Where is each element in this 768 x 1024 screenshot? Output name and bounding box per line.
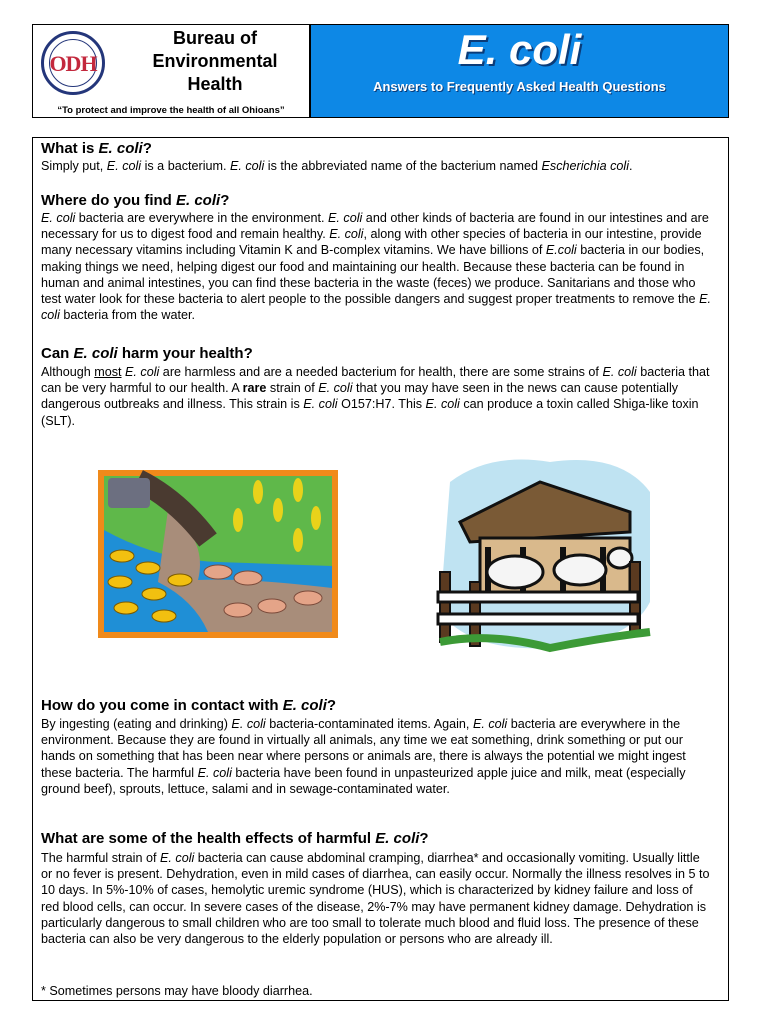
motto: “To protect and improve the health of all Ohioans” <box>57 105 285 116</box>
ohio-department-of-health-seal-icon <box>41 31 105 95</box>
seal-monogram: ODH <box>49 51 97 76</box>
bureau-header-box <box>32 24 310 118</box>
section-body-harm: Although most E. coli are harmless and are a needed bacterium for health, there are some strains of E. coli bacteria that can be very harmful to our health. A rare strain of E. coli that you may have seen in the news can cause potentially dangerous outbreaks and illness. This strain is E. coli O157:H7. This E. coli can produce a toxin called Shiga-like toxin (SLT). <box>41 365 710 428</box>
section-body-contact: By ingesting (eating and drinking) E. coli bacteria-contaminated items. Again, E. coli bacteria are everywhere in the environment. Because they are found in virtually all animals, any time we eat something, drink something or put our hands on something that has been near where persons or animals are, there is always the potential we might ingest these bacteria. The harmful E. coli bacteria have been found in unpasteurized apple juice and milk, meat (especially ground beef), sprouts, lettuce, salami and in sewage-contaminated water. <box>41 717 686 796</box>
document-subtitle: Answers to Frequently Asked Health Questions <box>373 79 666 94</box>
section-heading-health-effects: What are some of the health effects of harmful E. coli? <box>41 830 429 847</box>
section-body-where: E. coli bacteria are everywhere in the environment. E. coli and other kinds of bacteria are found in our intestines and are necessary for us to digest food and remain healthy. E. coli, along with other species of bacteria in our intestine, provide many necessary vitamins including Vitamin K and B-complex vitamins. We have billions of E.coli bacteria in our bodies, making things we need, helping digest our food and maintaining our health. Because these bacteria can be found in human and animal intestines, you can find these bacteria in the waste (feces) we produce. Sanitarians and those who test water look for these bacteria to alert people to the possible dangers and suggest proper treatments to remove the E. coli bacteria from the water. <box>41 211 711 323</box>
barn-cattle-pen-clipart-icon <box>430 452 660 658</box>
document-title: E. coli <box>457 26 582 73</box>
footnote: * Sometimes persons may have bloody diarrhea. <box>41 984 313 998</box>
sewage-pipe-fish-clipart-icon <box>98 470 338 638</box>
section-heading-where: Where do you find E. coli? <box>41 192 230 209</box>
bureau-name-line2: Environmental <box>152 51 278 71</box>
section-heading-harm: Can E. coli harm your health? <box>41 345 253 362</box>
title-banner <box>310 24 729 118</box>
section-body-what-is: Simply put, E. coli is a bacterium. E. coli is the abbreviated name of the bacterium named Escherichia coli. <box>41 159 633 173</box>
bureau-name-line1: Bureau of <box>172 28 257 48</box>
section-heading-contact: How do you come in contact with E. coli? <box>41 697 337 714</box>
section-heading-what-is: What is E. coli? <box>41 140 152 157</box>
bureau-name-line3: Health <box>187 74 243 94</box>
bureau-name <box>125 27 305 96</box>
section-body-health-effects: The harmful strain of E. coli bacteria can cause abdominal cramping, diarrhea* and occasionally vomiting. Usually little or no fever is present. Dehydration, even in mild cases of diarrhea, can easily occur. Normally the illness resolves in 5 to 10 days. In 5%-10% of cases, hemolytic uremic syndrome (HUS), which is characterized by kidney failure and loss of red blood cells, can occur. In severe cases of the disease, 2%-7% may have permanent kidney damage. Dehydration is particularly dangerous to small children who are too small to tolerate much blood and fluid loss. The presence of these bacteria can also be very dangerous to the elderly population or persons who are already ill. <box>41 851 710 947</box>
